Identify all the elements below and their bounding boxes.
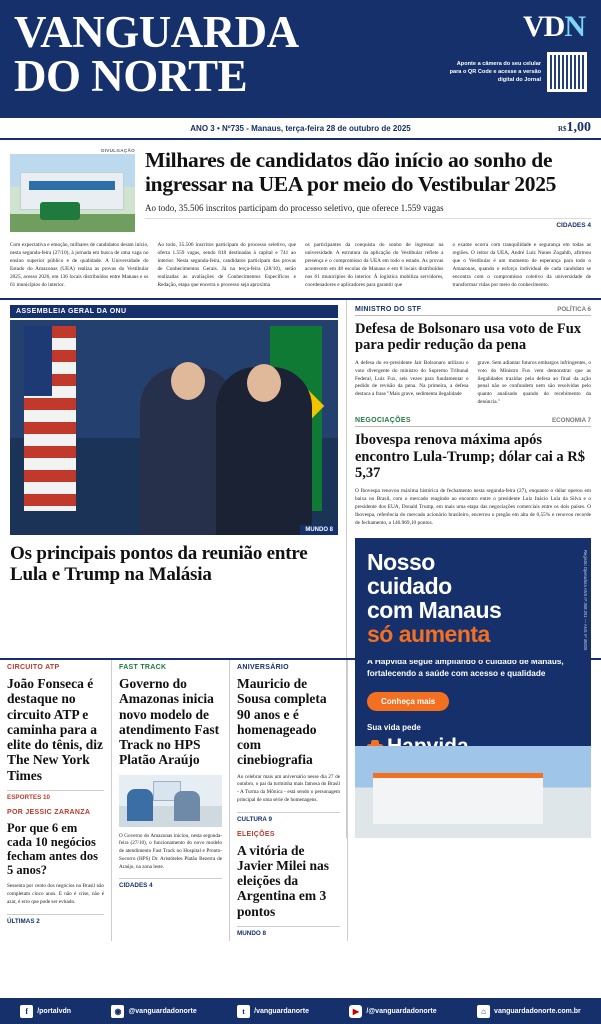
stf-page-ref[interactable]: POLÍTICA 6	[557, 305, 591, 313]
bottom-column-1	[0, 660, 112, 941]
ad-slogan: Sua vida pede	[367, 722, 421, 732]
bottom-column-3	[230, 660, 348, 941]
lead-body-col-1: Com expectativa e emoção, milhares de candidatos deram início, nesta segunda-feira (27/10), à jornada em busca de uma vaga no ensino superior público e de qualidade. A Universidade do Estado do Amazonas (UEA) realiza as provas do Vestibular 2025, acesso 2026, em 136 locais distribuídos entre Manaus e os 61 municípios do interior.	[10, 242, 149, 288]
bottom-column-2	[112, 660, 230, 941]
eleicoes-headline[interactable]: A vitória de Javier Milei nas eleições da Argentina em 3 pontos	[237, 842, 329, 919]
lead-photo	[10, 154, 135, 232]
ad-headline-line-1: Nosso	[367, 548, 435, 575]
qr-block[interactable]	[445, 52, 587, 92]
fasttrack-headline[interactable]: Governo do Amazonas inicia novo modelo de atendimento Fast Track no HPS Platão Araújo	[119, 676, 220, 768]
logo-line-1: VANGUARDA	[14, 7, 299, 57]
aniversario-kicker: ANIVERSÁRIO	[237, 664, 289, 671]
youtube-icon: ▶	[349, 1005, 362, 1018]
lead-story	[0, 140, 601, 238]
globe-icon: ⌂	[477, 1005, 490, 1018]
footer-label-twitter: /vanguardanorte	[254, 1007, 309, 1015]
edition-bar	[0, 118, 601, 140]
price-badge	[558, 120, 591, 136]
lead-section-ref[interactable]: CIDADES 4	[145, 218, 591, 229]
stf-body	[355, 360, 591, 408]
onu-photo-badge[interactable]: MUNDO 8	[300, 525, 338, 535]
ad-headline-line-3: com Manaus	[367, 596, 502, 623]
fasttrack-photo	[119, 775, 222, 827]
section-bar-onu: ASSEMBLEIA GERAL DA ONU	[10, 305, 338, 318]
economia-kicker: NEGOCIAÇÕES	[355, 417, 411, 425]
footer-label-facebook: /portalvdn	[37, 1007, 72, 1015]
ad-headline-line-4: só aumenta	[367, 620, 490, 647]
price-value: 1,00	[566, 120, 591, 135]
price-currency: R$	[557, 125, 567, 133]
logo-abbrev-vd: VD	[522, 10, 565, 43]
instagram-icon: ◉	[111, 1005, 124, 1018]
qr-code-icon[interactable]	[547, 52, 587, 92]
atp-kicker: CIRCUITO ATP	[7, 664, 60, 671]
stf-kicker: MINISTRO DO STF	[355, 305, 422, 313]
masthead	[0, 0, 601, 118]
lead-photo-credit: DIVULGAÇÃO	[101, 148, 135, 153]
eleicoes-tagline[interactable]: MUNDO 8	[237, 926, 340, 937]
economia-body: O Ibovespa renovou máxima histórica de fechamento nesta segunda-feira (27), enquanto o dólar operou em baixa no Brasil, com o mercado reagindo ao encontro entre o presidente Luiz Inácio Lula da Silva e o presidente dos EUA, Donald Trump, em mais uma etapa das negociações comerciais entre os dois países. O Ibovespa, referência do mercado acionário brasileiro, encerrou o pregão em alta de 0,55% e renovou recorde de fechamento, a 146.969,10 pontos.	[355, 487, 591, 526]
ad-legal-note: Registro Operadora ANS nº 368.261 — ANS nº 36825	[583, 549, 588, 650]
logo-abbrev	[523, 10, 585, 44]
footer-item-twitter[interactable]	[237, 1005, 309, 1018]
footer-item-instagram[interactable]	[111, 1005, 196, 1018]
economia-headline[interactable]: Ibovespa renova máxima após encontro Lula-Trump; dólar cai a R$ 5,37	[355, 432, 585, 482]
lead-body-columns	[0, 238, 601, 300]
stf-headline[interactable]: Defesa de Bolsonaro usa voto de Fux para pedir redução da pena	[355, 320, 582, 354]
ad-headline	[367, 550, 579, 647]
fasttrack-body: O Governo do Amazonas iniciou, nesta segunda-feira (27/10), o funcionamento do novo modelo de atendimento Fast Track no Hospital e Pronto-Socorro (HPS) Dr. Aristóteles Platão Bezerra de Araújo, na zona leste.	[119, 832, 222, 870]
footer-item-youtube[interactable]	[349, 1005, 436, 1018]
footer-item-website[interactable]	[477, 1005, 581, 1018]
lead-body-col-2: Ao todo, 35.506 inscritos participam do processo seletivo, que oferta 1.559 vagas, sendo 818 destinadas à capital e 741 ao interior. Nesta segunda-feira, candidatos participam das provas de Conhecimentos Gerais. Já na terça-feira (28/10), serão realizadas as avaliações de Conhecimentos Específicos e Redação, etapa que encerra o processo seja aproxima	[157, 242, 296, 288]
facebook-icon: f	[20, 1005, 33, 1018]
onu-headline[interactable]: Os principais pontos da reunião entre Lula e Trump na Malásia	[10, 542, 308, 586]
footer-label-youtube: /@vanguardadonorte	[366, 1007, 437, 1015]
lead-body-col-4: o exame ocorra com tranquilidade e segurança em todas as regiões. O reitor da UEA, André Luiz Nunes Zogahib, afirmou que o Vestibular é um momento de esperança para todo o Amazonas, quando o esforço individual de cada candidato se encontra com o compromisso coletivo da universidade de transformar vidas por meio do conhecimento.	[452, 242, 591, 288]
logo-line-2: DO NORTE	[14, 51, 248, 102]
zaranza-body: Sessenta por cento dos negócios no Brasil não completam cinco anos. E não é crise, não é azar, é erro que pode ser evitado.	[7, 883, 104, 905]
ad-headline-line-2: cuidado	[367, 572, 452, 599]
footer-item-facebook[interactable]	[20, 1005, 71, 1018]
economia-page-ref[interactable]: ECONOMIA 7	[552, 417, 591, 425]
lead-photo-block	[10, 148, 135, 232]
stf-body-col-1: A defesa do ex-presidente Jair Bolsonaro utilizou o voto divergente do ministro do Supremo Tribunal Federal, Luiz Fux, seis vezes para fundamentar o pedido de revisão da pena. Na primeira, a defesa destaca a frase "Mais grave, sedimenta ilegalidade	[355, 359, 469, 398]
onu-photo	[10, 320, 338, 535]
ad-body: A Hapvida segue ampliando o cuidado de Manaus, fortalecendo a saúde com acesso e qualidade	[367, 657, 564, 678]
economia-kicker-row	[355, 417, 591, 427]
lead-headline[interactable]: Milhares de candidatos dão início ao sonho de ingressar na UEA por meio do Vestibular 2025	[145, 148, 557, 197]
zaranza-headline[interactable]: Por que 6 em cada 10 negócios fecham antes dos 5 anos?	[7, 820, 98, 878]
logo-abbrev-n: N	[564, 10, 585, 43]
ad-cta-button[interactable]: Conheça mais	[367, 692, 449, 711]
lead-body-col-3: os participantes da conquista do sonho de ingressar na universidade. A estrutura da aplicação do Vestibular reflete a presença e o compromisso da UEA em todo o estado. As provas acontecem em 48 escolas de Manaus e em 8 locais distribuídos nos 61 municípios do interior. À logística mobiliza servidores, coordenadores e aplicadores para garantir que	[305, 242, 444, 288]
atp-tagline[interactable]: ESPORTES 10	[7, 790, 104, 801]
eleicoes-kicker: ELEIÇÕES	[237, 830, 275, 838]
bottom-column-ad-spacer	[348, 660, 601, 941]
stf-body-col-2: grave. Sem adiantar futuros embargos infringentes, o voto do Ministro Fux vem demonstrar que as ilegalidades trazidas pela defesa ao final da ação penal não se confundem nem são resolvidas pelo quanto analisado quando do recebimento da denúncia."	[477, 359, 591, 406]
stf-kicker-row	[355, 306, 591, 316]
aniversario-body: Ao celebrar mais um aniversário nesse dia 27 de outubro, o pai da turminha mais famosa do Brasil - A Turma da Mônica - está sendo o personagem principal de uma série de homenagens.	[237, 773, 340, 803]
footer-label-website: vanguardadonorte.com.br	[494, 1007, 581, 1015]
fasttrack-tagline[interactable]: CIDADES 4	[119, 878, 222, 889]
aniversario-tagline[interactable]: CULTURA 9	[237, 812, 340, 823]
lead-subhead: Ao todo, 35.506 inscritos participam do processo seletivo, que oferece 1.559 vagas	[145, 203, 444, 214]
fasttrack-kicker: FAST TRACK	[119, 664, 167, 671]
footer-social-bar	[0, 998, 601, 1024]
zaranza-kicker: POR JESSIC ZARANZA	[7, 808, 91, 816]
bottom-section	[0, 658, 601, 941]
zaranza-tagline[interactable]: ÚLTIMAS 2	[7, 914, 104, 925]
atp-headline[interactable]: João Fonseca é destaque no circuito ATP e caminha para a elite do tênis, diz The New York Times	[7, 676, 103, 783]
footer-label-instagram: @vanguardadonorte	[128, 1007, 197, 1015]
lead-text-block	[145, 148, 591, 232]
aniversario-headline[interactable]: Mauricio de Sousa completa 90 anos e é homenageado com cinebiografia	[237, 676, 327, 768]
twitter-icon: t	[237, 1005, 250, 1018]
edition-info: ANO 3 • Nº735 - Manaus, terça-feira 28 de outubro de 2025	[190, 123, 411, 133]
qr-instruction-text: Aponte a câmera do seu celular para o QR Code e acesse a versão digital do Jornal	[449, 60, 541, 84]
